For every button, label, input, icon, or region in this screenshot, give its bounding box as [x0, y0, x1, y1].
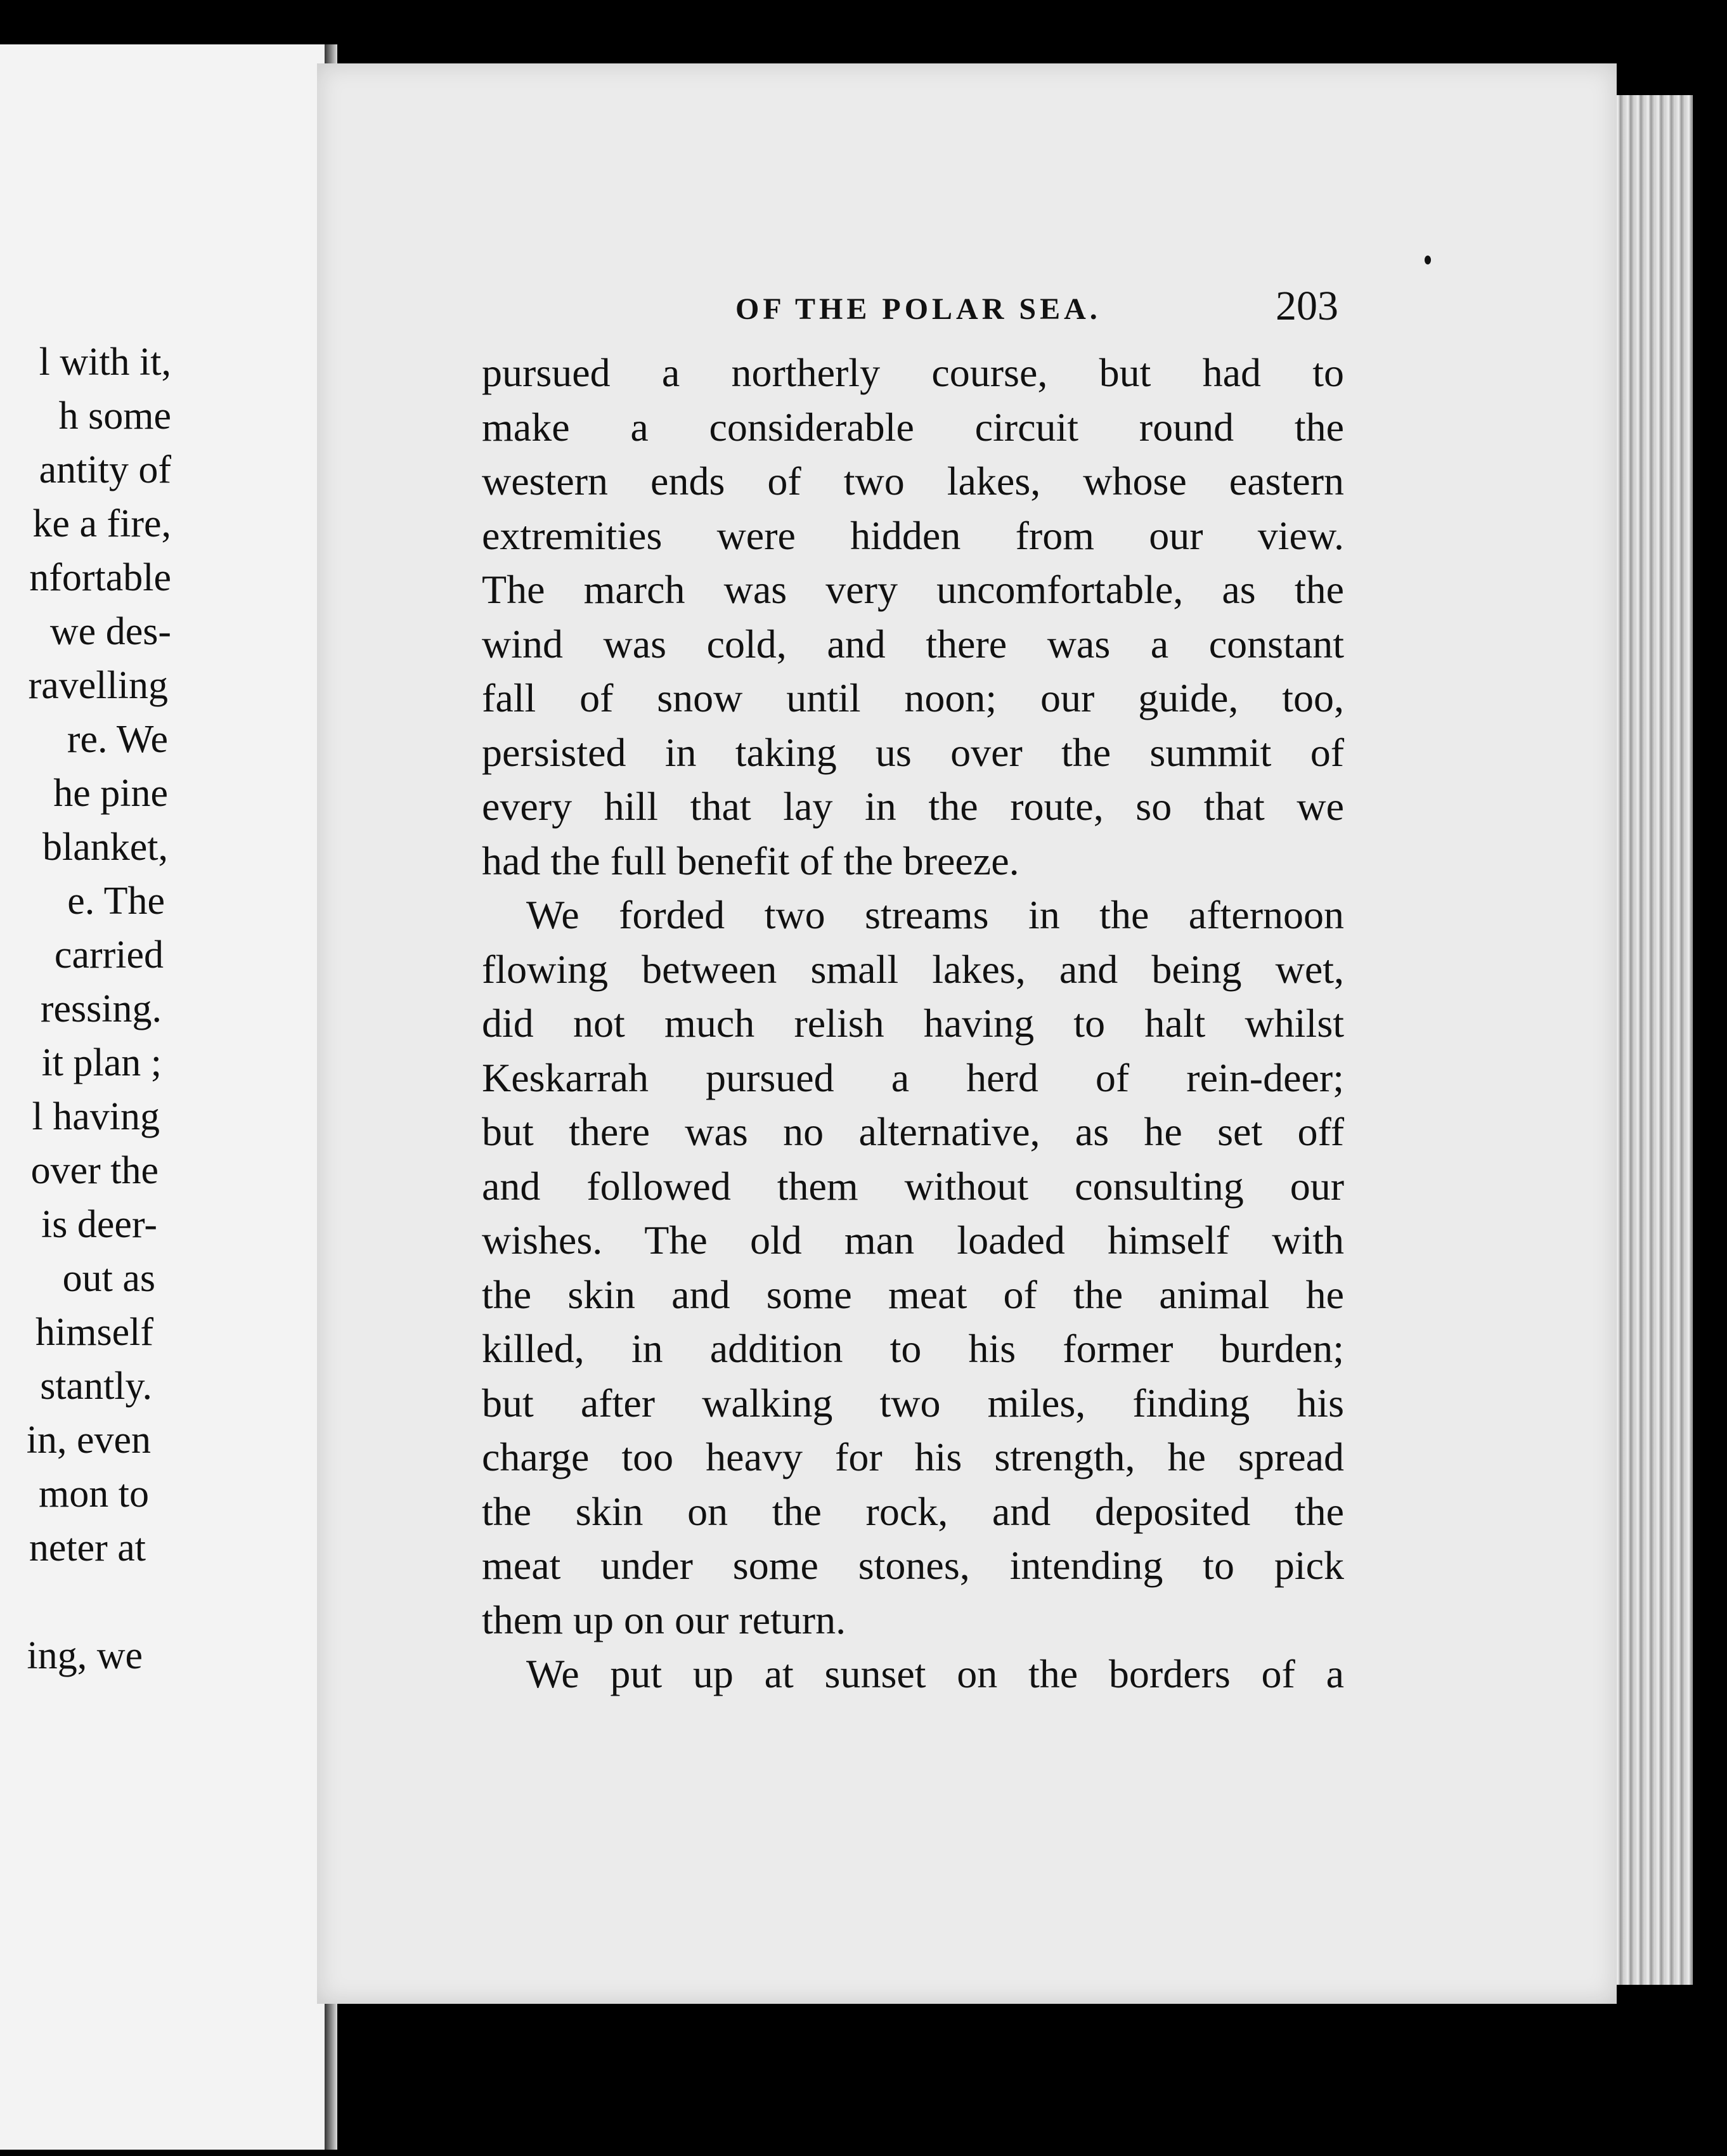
left-line: we des- — [49, 610, 171, 653]
left-line: he pine — [53, 772, 168, 815]
text-line: flowing between small lakes, and being wet, — [482, 946, 1344, 992]
text-line: The march was very uncomfortable, as the — [482, 567, 1344, 612]
text-line: pursued a northerly course, but had to — [482, 350, 1344, 395]
text-line: wind was cold, and there was a constant — [482, 621, 1344, 666]
left-line: is deer- — [41, 1203, 157, 1246]
left-line: out as — [62, 1257, 155, 1300]
body-text — [482, 346, 1344, 1701]
text-line: charge too heavy for his strength, he spread — [482, 1434, 1344, 1479]
page-edges — [1604, 95, 1693, 1985]
text-line: extremities were hidden from our view. — [482, 512, 1344, 558]
text-line: them up on our return. — [482, 1597, 846, 1642]
left-line: over the — [30, 1149, 158, 1192]
text-line: and followed them without consulting our — [482, 1163, 1344, 1209]
text-line: make a considerable circuit round the — [482, 404, 1344, 450]
text-line: killed, in addition to his former burden; — [482, 1326, 1344, 1371]
left-line: l with it, — [39, 341, 171, 384]
left-line: it plan ; — [41, 1041, 162, 1084]
left-line: re. We — [67, 718, 168, 761]
text-line: We put up at sunset on the borders of a — [526, 1651, 1344, 1696]
left-line: l having — [32, 1095, 160, 1138]
text-line: every hill that lay in the route, so that we — [482, 784, 1344, 829]
text-line: western ends of two lakes, whose eastern — [482, 458, 1344, 503]
left-line: stantly. — [40, 1365, 152, 1408]
text-line: fall of snow until noon; our guide, too, — [482, 675, 1344, 720]
left-line: ke a fire, — [32, 502, 171, 545]
left-line: e. The — [67, 880, 165, 923]
left-line: in, even — [26, 1419, 151, 1462]
left-line: ing, we — [27, 1634, 143, 1677]
left-line: h some — [58, 394, 171, 438]
text-line: did not much relish having to halt whilst — [482, 1001, 1344, 1046]
text-line: We forded two streams in the afternoon — [526, 892, 1344, 937]
left-line: ravelling — [28, 664, 168, 707]
left-line: carried — [54, 933, 164, 977]
left-line: blanket, — [42, 826, 168, 869]
page-number: 203 — [1276, 283, 1338, 329]
left-page — [0, 44, 335, 2150]
left-line: ressing. — [40, 987, 162, 1030]
text-line: meat under some stones, intending to pick — [482, 1543, 1344, 1588]
text-line: the skin on the rock, and deposited the — [482, 1488, 1344, 1534]
text-line: Keskarrah pursued a herd of rein-deer; — [482, 1055, 1344, 1100]
text-line: the skin and some meat of the animal he — [482, 1271, 1344, 1317]
text-line: persisted in taking us over the summit of — [482, 729, 1344, 775]
running-header: OF THE POLAR SEA. — [735, 292, 1101, 326]
left-line: himself — [36, 1311, 153, 1354]
left-line: neter at — [29, 1526, 146, 1569]
text-line: had the full benefit of the breeze. — [482, 838, 1019, 883]
left-line: antity of — [39, 448, 171, 491]
left-line: nfortable — [29, 556, 171, 599]
text-line: wishes. The old man loaded himself with — [482, 1218, 1344, 1263]
left-line: mon to — [39, 1472, 149, 1516]
text-line: but there was no alternative, as he set off — [482, 1109, 1344, 1154]
ink-speck — [1425, 256, 1431, 264]
text-line: but after walking two miles, finding his — [482, 1380, 1344, 1425]
